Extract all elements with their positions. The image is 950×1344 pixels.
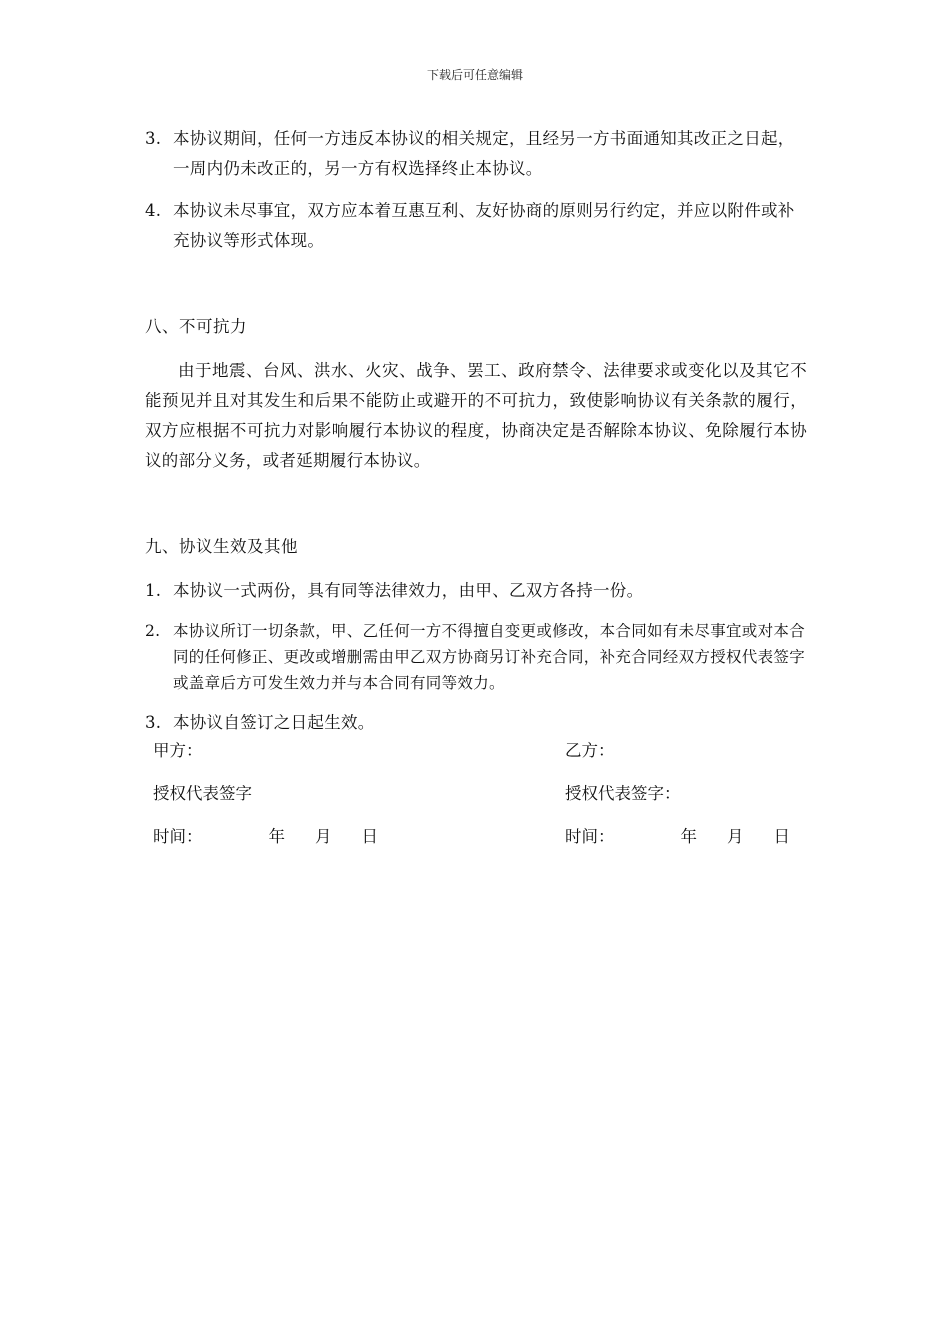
time-label: 时间： bbox=[153, 827, 203, 846]
document-body bbox=[145, 124, 807, 738]
clause-number: 2. bbox=[145, 622, 161, 640]
clause-7-3 bbox=[145, 124, 807, 184]
clause-7-4 bbox=[145, 196, 807, 256]
clause-text: 本协议所订一切条款，甲、乙任何一方不得擅自变更或修改，本合同如有未尽事宜或对本合同的任何修正、更改或增删需由甲乙双方协商另订补充合同，补充合同经双方授权代表签字或盖章后方可发生效力并与本合同有同等效力。 bbox=[173, 622, 806, 692]
time-label: 时间： bbox=[565, 827, 615, 846]
party-a-label: 甲方： bbox=[153, 741, 203, 760]
year-label: 年 bbox=[268, 827, 285, 846]
clause-text: 本协议一式两份，具有同等法律效力，由甲、乙双方各持一份。 bbox=[173, 581, 644, 600]
signature-block bbox=[153, 736, 813, 865]
representative-row bbox=[153, 779, 813, 822]
clause-text: 本协议未尽事宜，双方应本着互惠互利、友好协商的原则另行约定，并应以附件或补充协议等形式体现。 bbox=[173, 201, 795, 250]
section-title-effectiveness: 九、协议生效及其他 bbox=[145, 537, 298, 556]
party-b-label: 乙方： bbox=[565, 741, 615, 760]
party-b-rep-label: 授权代表签字： bbox=[565, 784, 681, 803]
year-label: 年 bbox=[680, 827, 697, 846]
day-label: 日 bbox=[361, 827, 378, 846]
clause-text: 本协议期间，任何一方违反本协议的相关规定，且经另一方书面通知其改正之日起，一周内仍未改正的，另一方有权选择终止本协议。 bbox=[173, 129, 795, 178]
clause-9-2 bbox=[145, 618, 807, 696]
clause-number: 1. bbox=[145, 581, 162, 600]
force-majeure-paragraph: 由于地震、台风、洪水、火灾、战争、罢工、政府禁令、法律要求或变化以及其它不能预见并且对其发生和后果不能防止或避开的不可抗力，致使影响协议有关条款的履行，双方应根据不可抗力对影响履行本协议的程度，协商决定是否解除本协议、免除履行本协议的部分义务，或者延期履行本协议。 bbox=[145, 361, 807, 470]
party-a-date bbox=[153, 822, 378, 852]
clause-9-1 bbox=[145, 576, 807, 606]
date-row bbox=[153, 822, 813, 865]
day-label: 日 bbox=[773, 827, 790, 846]
month-label: 月 bbox=[315, 827, 332, 846]
clause-number: 3. bbox=[145, 129, 162, 148]
clause-number: 3. bbox=[145, 713, 162, 732]
clause-9-3 bbox=[145, 708, 807, 738]
party-b-date bbox=[565, 822, 790, 852]
section-title-force-majeure: 八、不可抗力 bbox=[145, 317, 247, 336]
month-label: 月 bbox=[727, 827, 744, 846]
clause-text: 本协议自签订之日起生效。 bbox=[173, 713, 375, 732]
party-row bbox=[153, 736, 813, 779]
party-a-rep-label: 授权代表签字 bbox=[153, 784, 252, 803]
clause-number: 4. bbox=[145, 201, 162, 220]
page-header: 下载后可任意编辑 bbox=[426, 68, 523, 82]
